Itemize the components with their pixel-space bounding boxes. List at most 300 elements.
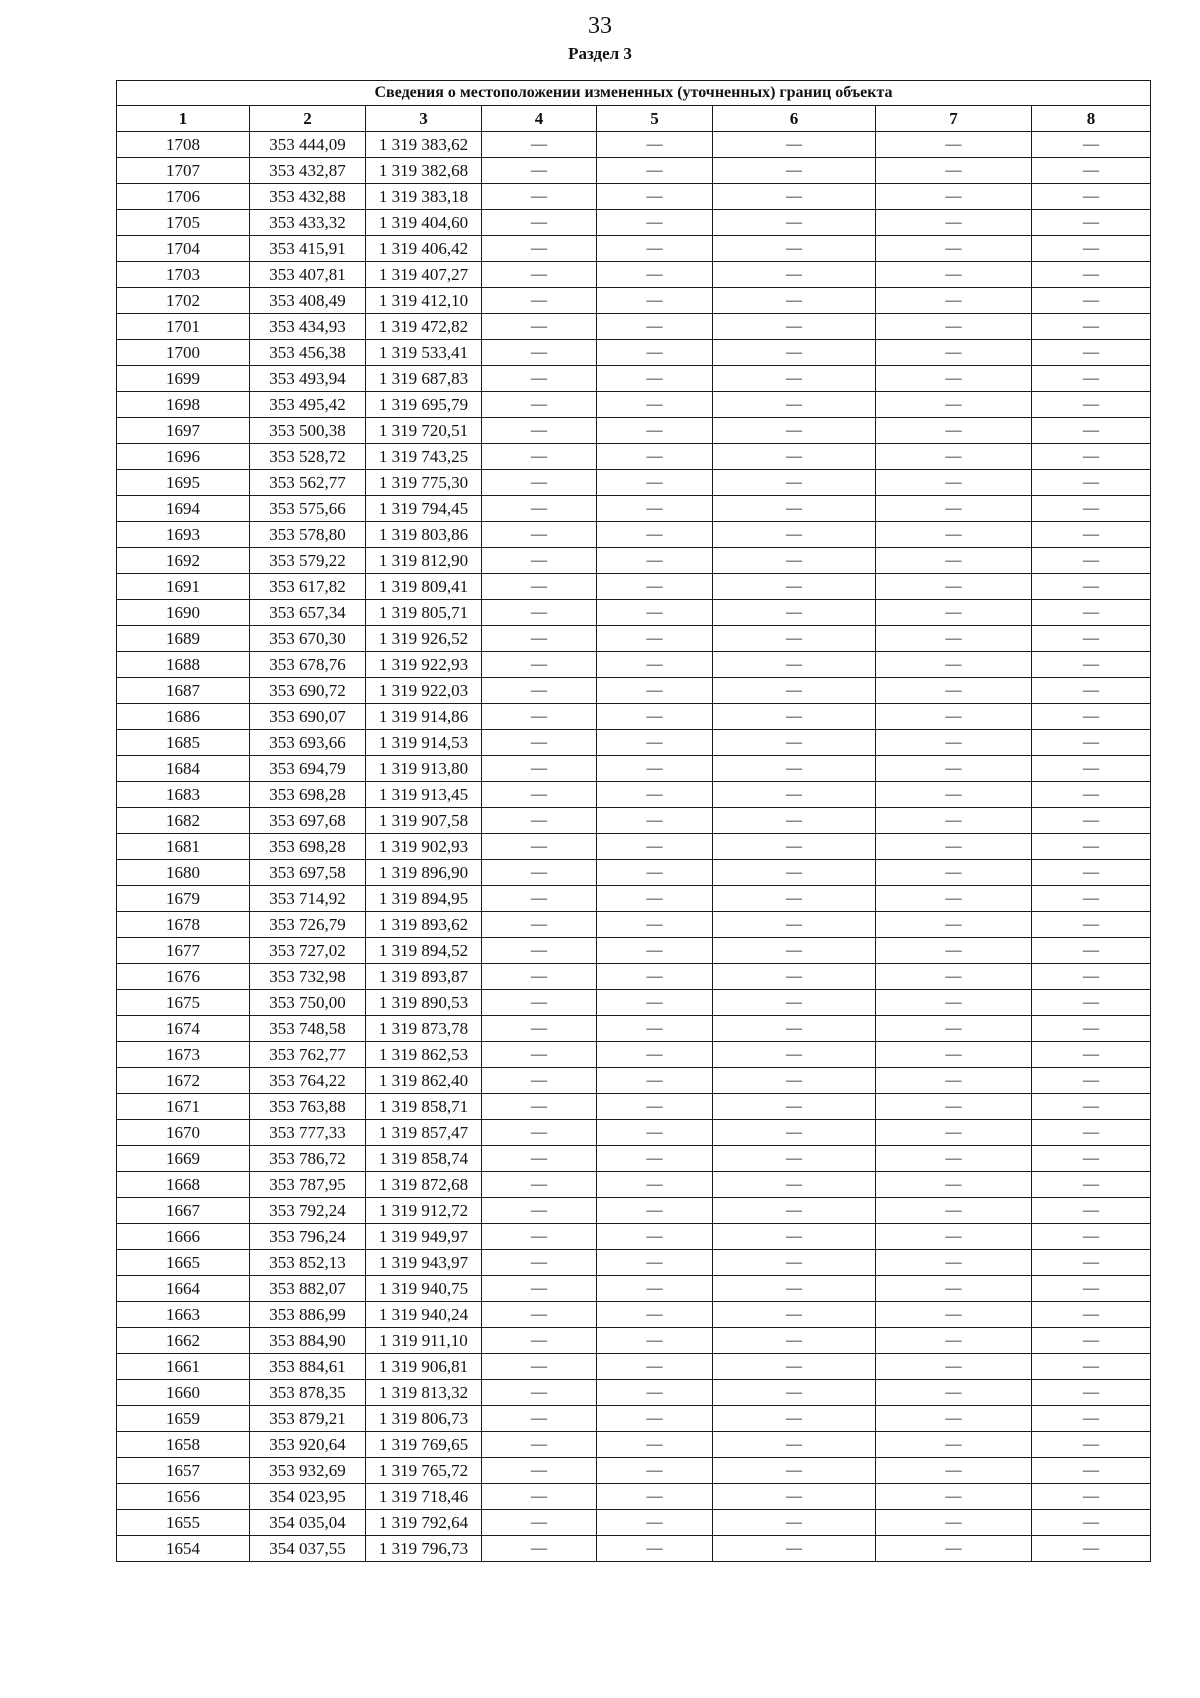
empty-value-cell: —: [1032, 678, 1151, 704]
empty-value-cell: —: [597, 704, 713, 730]
empty-value-cell: —: [597, 1406, 713, 1432]
x-coordinate-cell: 353 578,80: [250, 522, 366, 548]
empty-value-cell: —: [713, 1380, 876, 1406]
table-row: [117, 1354, 1151, 1380]
empty-value-cell: —: [876, 1198, 1032, 1224]
y-coordinate-cell: 1 319 890,53: [366, 990, 482, 1016]
empty-value-cell: —: [597, 1250, 713, 1276]
empty-value-cell: —: [597, 236, 713, 262]
empty-value-cell: —: [597, 314, 713, 340]
empty-value-cell: —: [1032, 1406, 1151, 1432]
column-number-2: 2: [250, 106, 366, 132]
point-number-cell: 1678: [117, 912, 250, 938]
empty-value-cell: —: [1032, 418, 1151, 444]
x-coordinate-cell: 353 617,82: [250, 574, 366, 600]
empty-value-cell: —: [482, 132, 597, 158]
empty-value-cell: —: [597, 886, 713, 912]
empty-value-cell: —: [482, 756, 597, 782]
point-number-cell: 1682: [117, 808, 250, 834]
empty-value-cell: —: [1032, 912, 1151, 938]
empty-value-cell: —: [713, 158, 876, 184]
empty-value-cell: —: [597, 288, 713, 314]
table-row: [117, 1380, 1151, 1406]
empty-value-cell: —: [597, 1276, 713, 1302]
table-row: [117, 1458, 1151, 1484]
empty-value-cell: —: [482, 860, 597, 886]
empty-value-cell: —: [1032, 730, 1151, 756]
empty-value-cell: —: [597, 366, 713, 392]
x-coordinate-cell: 353 932,69: [250, 1458, 366, 1484]
empty-value-cell: —: [1032, 444, 1151, 470]
empty-value-cell: —: [876, 1458, 1032, 1484]
empty-value-cell: —: [482, 782, 597, 808]
table-row: [117, 860, 1151, 886]
empty-value-cell: —: [1032, 1146, 1151, 1172]
point-number-cell: 1669: [117, 1146, 250, 1172]
empty-value-cell: —: [713, 1354, 876, 1380]
empty-value-cell: —: [1032, 288, 1151, 314]
x-coordinate-cell: 353 408,49: [250, 288, 366, 314]
empty-value-cell: —: [713, 834, 876, 860]
page-number: 33: [588, 13, 612, 39]
empty-value-cell: —: [482, 652, 597, 678]
empty-value-cell: —: [713, 1484, 876, 1510]
empty-value-cell: —: [713, 886, 876, 912]
y-coordinate-cell: 1 319 382,68: [366, 158, 482, 184]
empty-value-cell: —: [597, 1146, 713, 1172]
empty-value-cell: —: [876, 730, 1032, 756]
point-number-cell: 1665: [117, 1250, 250, 1276]
empty-value-cell: —: [597, 1432, 713, 1458]
empty-value-cell: —: [1032, 1432, 1151, 1458]
table-row: [117, 1094, 1151, 1120]
empty-value-cell: —: [482, 808, 597, 834]
y-coordinate-cell: 1 319 383,62: [366, 132, 482, 158]
column-number-1: 1: [117, 106, 250, 132]
empty-value-cell: —: [1032, 210, 1151, 236]
empty-value-cell: —: [482, 522, 597, 548]
point-number-cell: 1686: [117, 704, 250, 730]
empty-value-cell: —: [1032, 1172, 1151, 1198]
empty-value-cell: —: [876, 704, 1032, 730]
empty-value-cell: —: [713, 1016, 876, 1042]
empty-value-cell: —: [482, 236, 597, 262]
column-number-4: 4: [482, 106, 597, 132]
empty-value-cell: —: [713, 1250, 876, 1276]
empty-value-cell: —: [482, 1224, 597, 1250]
empty-value-cell: —: [597, 1380, 713, 1406]
point-number-cell: 1657: [117, 1458, 250, 1484]
table-row: [117, 626, 1151, 652]
y-coordinate-cell: 1 319 922,03: [366, 678, 482, 704]
empty-value-cell: —: [876, 1016, 1032, 1042]
empty-value-cell: —: [1032, 886, 1151, 912]
empty-value-cell: —: [876, 1250, 1032, 1276]
empty-value-cell: —: [597, 1328, 713, 1354]
empty-value-cell: —: [876, 366, 1032, 392]
x-coordinate-cell: 353 698,28: [250, 782, 366, 808]
table-row: [117, 314, 1151, 340]
empty-value-cell: —: [597, 444, 713, 470]
point-number-cell: 1708: [117, 132, 250, 158]
y-coordinate-cell: 1 319 858,71: [366, 1094, 482, 1120]
empty-value-cell: —: [876, 678, 1032, 704]
point-number-cell: 1659: [117, 1406, 250, 1432]
empty-value-cell: —: [713, 782, 876, 808]
empty-value-cell: —: [1032, 1224, 1151, 1250]
empty-value-cell: —: [876, 990, 1032, 1016]
point-number-cell: 1707: [117, 158, 250, 184]
empty-value-cell: —: [876, 808, 1032, 834]
table-row: [117, 470, 1151, 496]
empty-value-cell: —: [482, 314, 597, 340]
empty-value-cell: —: [713, 418, 876, 444]
point-number-cell: 1702: [117, 288, 250, 314]
empty-value-cell: —: [876, 288, 1032, 314]
empty-value-cell: —: [597, 1172, 713, 1198]
column-number-6: 6: [713, 106, 876, 132]
x-coordinate-cell: 353 787,95: [250, 1172, 366, 1198]
empty-value-cell: —: [876, 392, 1032, 418]
empty-value-cell: —: [713, 548, 876, 574]
empty-value-cell: —: [876, 652, 1032, 678]
y-coordinate-cell: 1 319 769,65: [366, 1432, 482, 1458]
table-row: [117, 1484, 1151, 1510]
table-row: [117, 600, 1151, 626]
empty-value-cell: —: [597, 600, 713, 626]
x-coordinate-cell: 353 407,81: [250, 262, 366, 288]
x-coordinate-cell: 353 456,38: [250, 340, 366, 366]
y-coordinate-cell: 1 319 718,46: [366, 1484, 482, 1510]
y-coordinate-cell: 1 319 873,78: [366, 1016, 482, 1042]
table-row: [117, 132, 1151, 158]
empty-value-cell: —: [1032, 340, 1151, 366]
empty-value-cell: —: [1032, 1510, 1151, 1536]
x-coordinate-cell: 353 432,88: [250, 184, 366, 210]
empty-value-cell: —: [597, 1068, 713, 1094]
x-coordinate-cell: 353 750,00: [250, 990, 366, 1016]
empty-value-cell: —: [1032, 236, 1151, 262]
empty-value-cell: —: [482, 340, 597, 366]
empty-value-cell: —: [876, 314, 1032, 340]
empty-value-cell: —: [597, 1354, 713, 1380]
empty-value-cell: —: [713, 678, 876, 704]
x-coordinate-cell: 353 732,98: [250, 964, 366, 990]
point-number-cell: 1688: [117, 652, 250, 678]
empty-value-cell: —: [713, 444, 876, 470]
x-coordinate-cell: 353 432,87: [250, 158, 366, 184]
y-coordinate-cell: 1 319 794,45: [366, 496, 482, 522]
empty-value-cell: —: [713, 1458, 876, 1484]
x-coordinate-cell: 353 882,07: [250, 1276, 366, 1302]
point-number-cell: 1655: [117, 1510, 250, 1536]
y-coordinate-cell: 1 319 858,74: [366, 1146, 482, 1172]
empty-value-cell: —: [1032, 1484, 1151, 1510]
empty-value-cell: —: [597, 730, 713, 756]
y-coordinate-cell: 1 319 949,97: [366, 1224, 482, 1250]
empty-value-cell: —: [1032, 756, 1151, 782]
empty-value-cell: —: [713, 366, 876, 392]
y-coordinate-cell: 1 319 862,40: [366, 1068, 482, 1094]
empty-value-cell: —: [713, 470, 876, 496]
table-row: [117, 1198, 1151, 1224]
y-coordinate-cell: 1 319 894,52: [366, 938, 482, 964]
point-number-cell: 1674: [117, 1016, 250, 1042]
empty-value-cell: —: [713, 1224, 876, 1250]
empty-value-cell: —: [713, 756, 876, 782]
empty-value-cell: —: [876, 236, 1032, 262]
empty-value-cell: —: [713, 704, 876, 730]
empty-value-cell: —: [482, 392, 597, 418]
empty-value-cell: —: [876, 1146, 1032, 1172]
x-coordinate-cell: 353 444,09: [250, 132, 366, 158]
empty-value-cell: —: [1032, 392, 1151, 418]
table-row: [117, 990, 1151, 1016]
point-number-cell: 1658: [117, 1432, 250, 1458]
point-number-cell: 1693: [117, 522, 250, 548]
point-number-cell: 1673: [117, 1042, 250, 1068]
table-row: [117, 262, 1151, 288]
y-coordinate-cell: 1 319 922,93: [366, 652, 482, 678]
coordinates-table: [116, 80, 1151, 1562]
column-number-8: 8: [1032, 106, 1151, 132]
table-row: [117, 1146, 1151, 1172]
point-number-cell: 1685: [117, 730, 250, 756]
point-number-cell: 1660: [117, 1380, 250, 1406]
empty-value-cell: —: [597, 496, 713, 522]
empty-value-cell: —: [876, 548, 1032, 574]
x-coordinate-cell: 353 792,24: [250, 1198, 366, 1224]
x-coordinate-cell: 354 035,04: [250, 1510, 366, 1536]
empty-value-cell: —: [876, 1224, 1032, 1250]
empty-value-cell: —: [597, 574, 713, 600]
empty-value-cell: —: [597, 392, 713, 418]
empty-value-cell: —: [597, 912, 713, 938]
x-coordinate-cell: 353 777,33: [250, 1120, 366, 1146]
x-coordinate-cell: 353 562,77: [250, 470, 366, 496]
x-coordinate-cell: 353 748,58: [250, 1016, 366, 1042]
empty-value-cell: —: [713, 964, 876, 990]
empty-value-cell: —: [1032, 262, 1151, 288]
table-row: [117, 1432, 1151, 1458]
empty-value-cell: —: [482, 574, 597, 600]
table-row: [117, 418, 1151, 444]
empty-value-cell: —: [713, 1536, 876, 1562]
empty-value-cell: —: [713, 1276, 876, 1302]
x-coordinate-cell: 354 037,55: [250, 1536, 366, 1562]
y-coordinate-cell: 1 319 907,58: [366, 808, 482, 834]
empty-value-cell: —: [713, 1172, 876, 1198]
empty-value-cell: —: [1032, 132, 1151, 158]
empty-value-cell: —: [713, 1198, 876, 1224]
empty-value-cell: —: [482, 1354, 597, 1380]
x-coordinate-cell: 353 690,07: [250, 704, 366, 730]
y-coordinate-cell: 1 319 809,41: [366, 574, 482, 600]
table-row: [117, 730, 1151, 756]
y-coordinate-cell: 1 319 792,64: [366, 1510, 482, 1536]
empty-value-cell: —: [713, 912, 876, 938]
empty-value-cell: —: [1032, 1016, 1151, 1042]
empty-value-cell: —: [876, 444, 1032, 470]
x-coordinate-cell: 353 884,90: [250, 1328, 366, 1354]
empty-value-cell: —: [597, 626, 713, 652]
empty-value-cell: —: [1032, 860, 1151, 886]
x-coordinate-cell: 353 884,61: [250, 1354, 366, 1380]
point-number-cell: 1697: [117, 418, 250, 444]
empty-value-cell: —: [876, 132, 1032, 158]
empty-value-cell: —: [713, 1510, 876, 1536]
empty-value-cell: —: [597, 340, 713, 366]
x-coordinate-cell: 353 762,77: [250, 1042, 366, 1068]
empty-value-cell: —: [597, 1536, 713, 1562]
point-number-cell: 1656: [117, 1484, 250, 1510]
y-coordinate-cell: 1 319 926,52: [366, 626, 482, 652]
empty-value-cell: —: [482, 704, 597, 730]
empty-value-cell: —: [482, 444, 597, 470]
empty-value-cell: —: [482, 964, 597, 990]
empty-value-cell: —: [1032, 1458, 1151, 1484]
y-coordinate-cell: 1 319 914,86: [366, 704, 482, 730]
empty-value-cell: —: [482, 1510, 597, 1536]
table-row: [117, 912, 1151, 938]
empty-value-cell: —: [876, 522, 1032, 548]
empty-value-cell: —: [1032, 626, 1151, 652]
x-coordinate-cell: 353 796,24: [250, 1224, 366, 1250]
empty-value-cell: —: [876, 756, 1032, 782]
empty-value-cell: —: [597, 1094, 713, 1120]
empty-value-cell: —: [1032, 496, 1151, 522]
empty-value-cell: —: [713, 808, 876, 834]
empty-value-cell: —: [482, 470, 597, 496]
y-coordinate-cell: 1 319 743,25: [366, 444, 482, 470]
table-row: [117, 652, 1151, 678]
table-row: [117, 392, 1151, 418]
empty-value-cell: —: [713, 1146, 876, 1172]
y-coordinate-cell: 1 319 906,81: [366, 1354, 482, 1380]
table-body: [117, 132, 1151, 1562]
empty-value-cell: —: [713, 1432, 876, 1458]
empty-value-cell: —: [713, 340, 876, 366]
table-row: [117, 1042, 1151, 1068]
x-coordinate-cell: 353 697,68: [250, 808, 366, 834]
x-coordinate-cell: 353 678,76: [250, 652, 366, 678]
x-coordinate-cell: 353 886,99: [250, 1302, 366, 1328]
point-number-cell: 1695: [117, 470, 250, 496]
empty-value-cell: —: [876, 418, 1032, 444]
table-caption: Сведения о местоположении измененных (уточненных) границ объекта: [117, 81, 1151, 106]
empty-value-cell: —: [713, 1328, 876, 1354]
point-number-cell: 1676: [117, 964, 250, 990]
point-number-cell: 1703: [117, 262, 250, 288]
empty-value-cell: —: [482, 626, 597, 652]
empty-value-cell: —: [482, 1276, 597, 1302]
empty-value-cell: —: [876, 834, 1032, 860]
empty-value-cell: —: [713, 1120, 876, 1146]
table-row: [117, 678, 1151, 704]
empty-value-cell: —: [1032, 1068, 1151, 1094]
y-coordinate-cell: 1 319 407,27: [366, 262, 482, 288]
empty-value-cell: —: [597, 1016, 713, 1042]
y-coordinate-cell: 1 319 812,90: [366, 548, 482, 574]
point-number-cell: 1694: [117, 496, 250, 522]
y-coordinate-cell: 1 319 805,71: [366, 600, 482, 626]
y-coordinate-cell: 1 319 913,80: [366, 756, 482, 782]
point-number-cell: 1706: [117, 184, 250, 210]
empty-value-cell: —: [597, 678, 713, 704]
table-row: [117, 288, 1151, 314]
point-number-cell: 1664: [117, 1276, 250, 1302]
y-coordinate-cell: 1 319 695,79: [366, 392, 482, 418]
table-row: [117, 1224, 1151, 1250]
empty-value-cell: —: [876, 938, 1032, 964]
point-number-cell: 1679: [117, 886, 250, 912]
x-coordinate-cell: 353 694,79: [250, 756, 366, 782]
y-coordinate-cell: 1 319 902,93: [366, 834, 482, 860]
table-row: [117, 158, 1151, 184]
empty-value-cell: —: [876, 158, 1032, 184]
empty-value-cell: —: [597, 132, 713, 158]
empty-value-cell: —: [482, 834, 597, 860]
empty-value-cell: —: [597, 522, 713, 548]
point-number-cell: 1661: [117, 1354, 250, 1380]
table-row: [117, 366, 1151, 392]
empty-value-cell: —: [597, 1458, 713, 1484]
empty-value-cell: —: [876, 1406, 1032, 1432]
column-number-5: 5: [597, 106, 713, 132]
empty-value-cell: —: [1032, 522, 1151, 548]
empty-value-cell: —: [482, 1146, 597, 1172]
empty-value-cell: —: [876, 600, 1032, 626]
empty-value-cell: —: [597, 990, 713, 1016]
empty-value-cell: —: [713, 1068, 876, 1094]
table-row: [117, 1120, 1151, 1146]
empty-value-cell: —: [1032, 366, 1151, 392]
y-coordinate-cell: 1 319 911,10: [366, 1328, 482, 1354]
table-row: [117, 1302, 1151, 1328]
empty-value-cell: —: [1032, 1094, 1151, 1120]
empty-value-cell: —: [713, 522, 876, 548]
empty-value-cell: —: [482, 158, 597, 184]
empty-value-cell: —: [876, 1094, 1032, 1120]
y-coordinate-cell: 1 319 912,72: [366, 1198, 482, 1224]
point-number-cell: 1672: [117, 1068, 250, 1094]
empty-value-cell: —: [1032, 1198, 1151, 1224]
empty-value-cell: —: [876, 782, 1032, 808]
y-coordinate-cell: 1 319 687,83: [366, 366, 482, 392]
table-row: [117, 886, 1151, 912]
empty-value-cell: —: [876, 964, 1032, 990]
point-number-cell: 1698: [117, 392, 250, 418]
empty-value-cell: —: [876, 1536, 1032, 1562]
y-coordinate-cell: 1 319 894,95: [366, 886, 482, 912]
empty-value-cell: —: [597, 756, 713, 782]
empty-value-cell: —: [713, 990, 876, 1016]
y-coordinate-cell: 1 319 940,75: [366, 1276, 482, 1302]
empty-value-cell: —: [1032, 834, 1151, 860]
empty-value-cell: —: [482, 886, 597, 912]
empty-value-cell: —: [876, 210, 1032, 236]
point-number-cell: 1681: [117, 834, 250, 860]
point-number-cell: 1680: [117, 860, 250, 886]
y-coordinate-cell: 1 319 940,24: [366, 1302, 482, 1328]
point-number-cell: 1670: [117, 1120, 250, 1146]
x-coordinate-cell: 353 726,79: [250, 912, 366, 938]
empty-value-cell: —: [713, 1094, 876, 1120]
empty-value-cell: —: [482, 210, 597, 236]
point-number-cell: 1683: [117, 782, 250, 808]
column-number-3: 3: [366, 106, 482, 132]
empty-value-cell: —: [876, 262, 1032, 288]
